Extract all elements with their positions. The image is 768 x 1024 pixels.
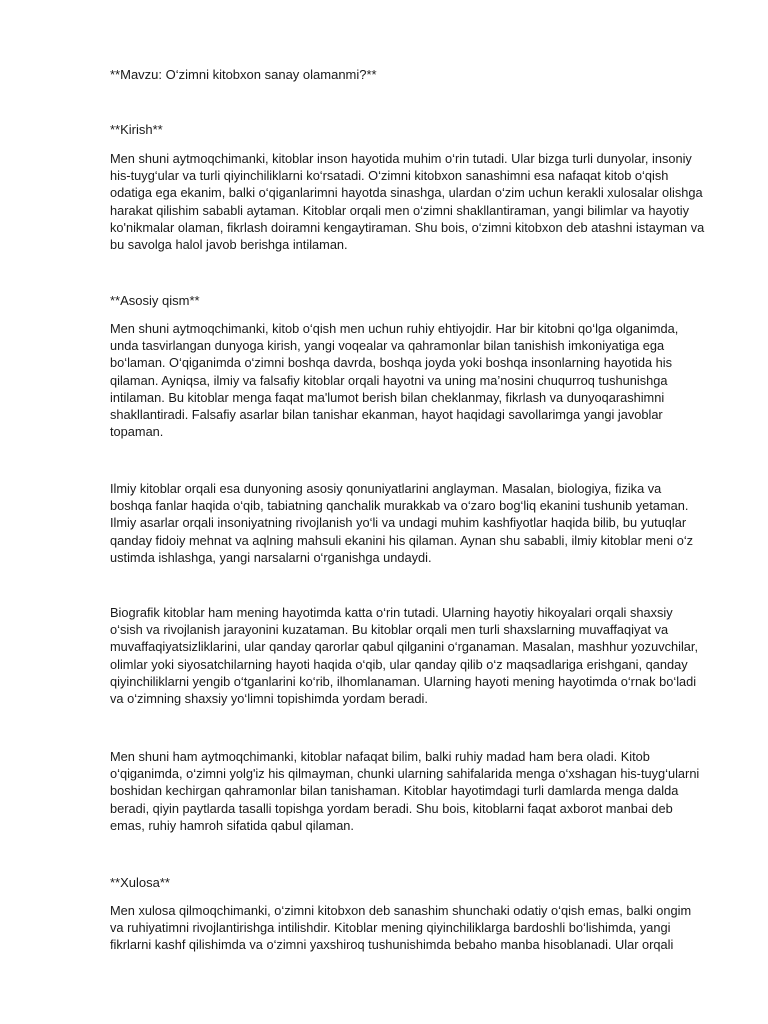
paragraph-kirish: Men shuni aytmoqchimanki, kitoblar inson hayotida muhim o‘rin tutadi. Ular bizga turli dunyolar, insoniy his-tuyg‘ular va turli qiyinchiliklarni ko‘rsatadi. O‘zimni kitobxon sanashimni esa nafaqat kitob o‘qish odatiga ega ekanim, balki o‘qiganlarimni hayotda sinashga, ulardan o‘zim uchun kerakli xulosalar olishga harakat qilishim sababli aytaman. Kitoblar orqali men o‘zimni shakllantiraman, yangi bilimlar va hayotiy ko'nikmalar olaman, fikrlash doiramni kengaytiraman. Shu bois, o‘zimni kitobxon deb atashni istayman va bu savolga halol javob berishga intilaman. bbox=[110, 151, 705, 253]
document-title: **Mavzu: O‘zimni kitobxon sanay olamanmi?** bbox=[110, 67, 377, 82]
paragraph-asosiy-3: Biografik kitoblar ham mening hayotimda katta o‘rin tutadi. Ularning hayotiy hikoyalari orqali shaxsiy o‘sish va rivojlanish jarayonini kuzataman. Bu kitoblar orqali men turli shaxslarning muvaffaqiyat va muvaffaqiyatsizliklarini, ular qanday qarorlar qabul qilganini o‘rganaman. Masalan, mashhur yozuvchilar, olimlar yoki siyosatchilarning hayoti haqida o‘qib, ular qanday qilib o‘z maqsadlariga erishgani, qanday qiyinchiliklarni yengib o‘tganlarini ko‘rib, ilhomlanaman. Ularning hayoti mening hayotimda o‘rnak bo‘ladi va o‘zimning shaxsiy yo‘limni topishimda yordam beradi. bbox=[110, 605, 699, 707]
paragraph-asosiy-2: Ilmiy kitoblar orqali esa dunyoning asosiy qonuniyatlarini anglayman. Masalan, biologiya, fizika va boshqa fanlar haqida o‘qib, tabiatning qanchalik murakkab va o‘zaro bog‘liq ekanini tushunib yetaman. Ilmiy asarlar orqali insoniyatning rivojlanish yo‘li va undagi muhim kashfiyotlar haqida bilib, bu yutuqlar qanday fidoiy mehnat va aqlning mahsuli ekanini his qilaman. Aynan shu sababli, ilmiy kitoblar meni o‘z ustimda ishlashga, yangi narsalarni o‘rganishga undaydi. bbox=[110, 481, 694, 565]
paragraph-asosiy-4: Men shuni ham aytmoqchimanki, kitoblar nafaqat bilim, balki ruhiy madad ham bera oladi. Kitob o‘qiganimda, o‘zimni yolg'iz his qilmayman, chunki ularning sahifalarida menga o‘xshagan his-tuyg‘ularni boshidan kechirgan qahramonlar bilan tanishaman. Kitoblar hayotimdagi turli damlarda menga dalda beradi, qiyin paytlarda tasalli topishga yordam beradi. Shu bois, kitoblarni faqat axborot manbai deb emas, ruhiy hamroh sifatida qabul qilaman. bbox=[110, 749, 700, 833]
section-heading-asosiy: **Asosiy qism** bbox=[110, 293, 200, 308]
section-heading-kirish: **Kirish** bbox=[110, 122, 163, 137]
section-heading-xulosa: **Xulosa** bbox=[110, 875, 170, 890]
paragraph-asosiy-1: Men shuni aytmoqchimanki, kitob o‘qish men uchun ruhiy ehtiyojdir. Har bir kitobni qo‘lga olganimda, unda tasvirlangan dunyoga kirish, yangi voqealar va qahramonlar bilan tanishish imkoniyatiga ega bo‘laman. O‘qiganimda o‘zimni boshqa davrda, boshqa joyda yoki boshqa insonlarning hayotida his qilaman. Ayniqsa, ilmiy va falsafiy kitoblar orqali hayotni va uning ma’nosini chuqurroq tushunishga intilaman. Bu kitoblar menga faqat ma'lumot berish bilan cheklanmay, fikrlash va dunyoqarashimni shakllantiradi. Falsafiy asarlar bilan tanishar ekanman, hayot haqidagi savollarimga yangi javoblar topaman. bbox=[110, 321, 679, 440]
paragraph-xulosa: Men xulosa qilmoqchimanki, o‘zimni kitobxon deb sanashim shunchaki odatiy o‘qish emas, balki ongim va ruhiyatimni rivojlantirishga intilishdir. Kitoblar mening qiyinchiliklarga bardoshli bo‘lishimda, yangi fikrlarni kashf qilishimda va o‘zimni yaxshiroq tushunishimda bebaho manba hisoblanadi. Ular orqali bbox=[110, 903, 692, 953]
